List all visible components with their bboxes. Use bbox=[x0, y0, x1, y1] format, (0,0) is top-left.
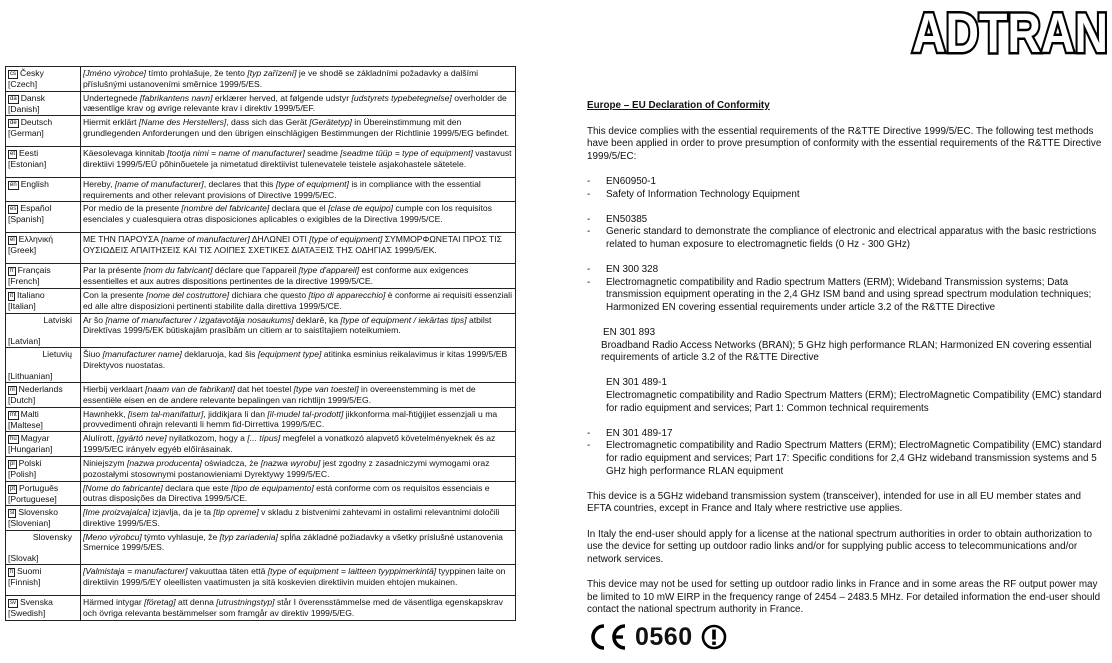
declaration-row bbox=[6, 67, 516, 92]
declaration-fragment: izjavlja, da je ta bbox=[149, 507, 214, 518]
language-label: Français bbox=[17, 265, 51, 276]
language-label: Svenska bbox=[20, 597, 53, 608]
language-label: English bbox=[20, 179, 49, 190]
declaration-row bbox=[6, 91, 516, 116]
declaration-fragment: dat het toestel bbox=[234, 384, 294, 395]
declaration-text bbox=[81, 116, 516, 147]
declaration-fragment: deklaruoja, kad šis bbox=[181, 349, 258, 360]
declaration-row bbox=[6, 530, 516, 565]
language-region: [Slovenian] bbox=[8, 518, 51, 529]
language-code-badge: hu bbox=[10, 436, 17, 443]
declaration-fragment: cumple con los requisitos esenciales y cualesquiera otras disposiciones aplicables o exigibles de la Directiva 1999/5/CE. bbox=[83, 203, 492, 224]
intended-use-paragraph: This device is a 5GHz wideband transmission system (transceiver), intended for use in all EU member states and EFTA countries, except in France and Italy where restrictive use applies. bbox=[587, 490, 1081, 515]
language-region: [Finnish] bbox=[8, 577, 41, 588]
placeholder-text: [tipo di apparecchio] bbox=[308, 289, 386, 300]
language-cell bbox=[6, 348, 81, 383]
language-region: [Slovak] bbox=[8, 552, 39, 563]
declaration-fragment: Hawnhekk, bbox=[83, 408, 128, 419]
declaration-fragment: declara que el bbox=[269, 203, 329, 214]
language-cell bbox=[6, 432, 81, 457]
declaration-fragment: Hereby, bbox=[83, 179, 115, 190]
declaration-text bbox=[81, 383, 516, 408]
language-label: Português bbox=[19, 482, 59, 493]
logo-text: ADTRAN bbox=[912, 1, 1108, 58]
placeholder-text: [il-mudel tal-prodott] bbox=[267, 408, 344, 419]
declaration-fragment: vakuuttaa täten että bbox=[187, 566, 268, 577]
declaration-fragment: in overeenstemming is met de essentiële eisen en de andere relevante bepalingen van richtlijn 1999/5/EG. bbox=[83, 384, 476, 405]
language-name bbox=[8, 290, 45, 300]
declaration-text bbox=[81, 313, 516, 348]
declaration-fragment: oświadcza, że bbox=[201, 457, 261, 468]
language-label: Malti bbox=[20, 408, 39, 419]
declaration-row bbox=[6, 456, 516, 481]
placeholder-text: [tipo de equipamento] bbox=[231, 482, 314, 493]
standard-description: Safety of Information Technology Equipment bbox=[606, 188, 800, 200]
language-name bbox=[8, 597, 53, 607]
placeholder-text: [nome del costruttore] bbox=[146, 289, 230, 300]
language-label: Suomi bbox=[17, 566, 42, 577]
language-region: [German] bbox=[8, 128, 44, 139]
declaration-row bbox=[6, 506, 516, 531]
placeholder-text: [type d'appareil] bbox=[298, 265, 360, 276]
declaration-fragment: atbilst Direktīvas 1999/5/EK būtiskajām prasībām un citiem ar to saistītajiem noteikumiem. bbox=[83, 314, 492, 336]
declaration-fragment: Hierbij verklaart bbox=[83, 384, 146, 395]
language-cell bbox=[6, 407, 81, 432]
declaration-text bbox=[81, 456, 516, 481]
declaration-text bbox=[81, 233, 516, 264]
standards-list bbox=[587, 176, 1107, 491]
declaration-row bbox=[6, 432, 516, 457]
placeholder-text: [gyártó neve] bbox=[116, 433, 167, 444]
declaration-fragment: Alulírott, bbox=[83, 433, 117, 444]
language-cell bbox=[6, 383, 81, 408]
language-region: [French] bbox=[8, 276, 40, 287]
standard-item: - Electromagnetic compatibility and Radio Spectrum Matters (ERM); ElectroMagnetic Compatibility (EMC) standard for radio equipment and services; Part 17: Specific conditions for 2,4 GHz wideband transmission systems and 5 GHz high performance RLAN equipment bbox=[587, 440, 1107, 478]
language-code-badge: nl bbox=[10, 387, 15, 394]
placeholder-text: [utrustningstyp] bbox=[216, 597, 275, 608]
language-region: [Czech] bbox=[8, 79, 38, 89]
language-cell bbox=[6, 116, 81, 147]
placeholder-text: [Meno výrobcu] bbox=[83, 531, 142, 542]
language-code-badge: fi bbox=[10, 569, 13, 576]
declaration-fragment: v skladu z bistvenimi zahtevami in ostalimi relevantnimi določili direktive 1999/5/ES. bbox=[83, 507, 500, 528]
language-region: [Polish] bbox=[8, 468, 37, 479]
standard-description: Electromagnetic compatibility and Radio spectrum Matters (ERM); Wideband Transmission systems; Data transmission equipment operating in the 2,4 GHz ISM band and using spread spectrum modulation techniques; Harmonized EN covering essential requirements under article 3.2 of the R&TTE Directive bbox=[606, 276, 1092, 313]
declaration-text bbox=[81, 565, 516, 596]
declaration-fragment: Hiermit erklärt bbox=[83, 117, 139, 128]
italy-paragraph: In Italy the end-user should apply for a license at the national spectrum authorities in order to obtain authorization to use the device for setting up outdoor radio links and/or for supplying public access to telecommunications and/or network services. bbox=[587, 528, 1093, 565]
language-code-badge: de bbox=[10, 120, 17, 127]
standard-description: Broadband Radio Access Networks (BRAN); 5 GHz high performance RLAN; Harmonized EN covering essential requirements of article 3.2 of the R&TTE Directive bbox=[601, 339, 1092, 364]
language-label: Italiano bbox=[17, 289, 45, 300]
language-region: [Danish] bbox=[8, 103, 40, 114]
declaration-fragment: nyilatkozom, hogy a bbox=[166, 433, 248, 444]
declaration-text bbox=[81, 67, 516, 92]
language-name bbox=[8, 148, 38, 158]
language-region: [Maltese] bbox=[8, 419, 43, 430]
standard-item: - Electromagnetic compatibility and Radio spectrum Matters (ERM); Wideband Transmission systems; Data transmission equipment operating in the 2,4 GHz ISM band and using spread spectrum modulation techniques; Harmonized EN covering essential requirements under article 3.2 of the R&TTE Directive bbox=[587, 277, 1107, 315]
declaration-text bbox=[81, 407, 516, 432]
placeholder-text: [tootja nimi = name of manufacturer] bbox=[167, 148, 305, 159]
language-name bbox=[8, 117, 52, 127]
language-code-badge: es bbox=[10, 206, 17, 213]
language-label: Polski bbox=[18, 457, 42, 468]
language-region: [Spanish] bbox=[8, 214, 44, 225]
placeholder-text: [Ime proizvajalca] bbox=[83, 507, 150, 518]
declaration-row bbox=[6, 481, 516, 506]
language-label: Lietuvių bbox=[42, 349, 72, 360]
language-label: Slovensky bbox=[32, 531, 72, 542]
placeholder-text: [Jméno výrobce] bbox=[83, 68, 147, 78]
declaration-fragment: Con la presente bbox=[83, 289, 147, 300]
declaration-fragment: ΔΗΛΩΝΕΙ ΟΤΙ bbox=[249, 234, 310, 245]
declaration-fragment: overholder de væsentlige krav og øvrige relevante krav i direktiv 1999/5/EF. bbox=[83, 92, 507, 114]
language-region: [Lithuanian] bbox=[8, 370, 53, 381]
declaration-text bbox=[81, 147, 516, 178]
declaration-text bbox=[81, 432, 516, 457]
language-label: Slovensko bbox=[18, 507, 58, 518]
language-name bbox=[8, 458, 42, 468]
declaration-fragment: ΣΥΜΜΟΡΦΩΝΕΤΑΙ ΠΡΟΣ ΤΙΣ ΟΥΣΙΩΔΕΙΣ ΑΠΑΙΤΗΣΕΙΣ ΚΑΙ ΤΙΣ ΛΟΙΠΕΣ ΣΧΕΤΙΚΕΣ ΔΙΑΤΑΞΕΙΣ ΤΗΣ ΟΔΗΓΙΑΣ 1999/5/ΕΚ. bbox=[83, 234, 502, 255]
section-title: Europe – EU Declaration of Conformity bbox=[587, 100, 770, 111]
declaration-fragment: Šiuo bbox=[83, 349, 103, 360]
standard-item: - Safety of Information Technology Equipment bbox=[587, 189, 1107, 202]
placeholder-text: [type of equipment] bbox=[309, 234, 383, 245]
language-cell bbox=[6, 481, 81, 506]
placeholder-text: [Name des Herstellers] bbox=[138, 117, 227, 128]
placeholder-text: [Gerätetyp] bbox=[309, 117, 352, 128]
declaration-text bbox=[81, 348, 516, 383]
declaration-text bbox=[81, 202, 516, 233]
language-region: [Hungarian] bbox=[8, 444, 53, 455]
placeholder-text: [typ zařízení] bbox=[247, 68, 297, 78]
language-cell bbox=[6, 596, 81, 621]
intro-paragraph: This device complies with the essential requirements of the R&TTE Directive 1999/5/EC. The following test methods have been applied in order to prove presumption of conformity with the essential requirements of the R&TTE Directive 1999/5/EC: bbox=[587, 125, 1102, 162]
france-paragraph: This device may not be used for setting up outdoor radio links in France and in some areas the RF output power may be limited to 10 mW EIRP in the frequency range of 2454 – 2483.5 MHz. For detailed information the end-user should contact the national spectrum authority in France. bbox=[587, 578, 1101, 616]
standard-item: - EN 300 328 bbox=[587, 264, 1107, 277]
placeholder-text: [name of manufacturer / izgatavotāja nosaukums] bbox=[105, 314, 294, 325]
language-code-badge: en bbox=[10, 182, 17, 189]
declaration-fragment: , jiddikjara li dan bbox=[203, 408, 268, 419]
declaration-fragment: is in compliance with the essential requirements and other relevant provisions of Directive 1999/5/EC. bbox=[83, 179, 481, 200]
declaration-fragment: Por medio de la presente bbox=[83, 203, 182, 214]
language-region: [Swedish] bbox=[8, 608, 46, 619]
declaration-fragment: seadme bbox=[304, 148, 341, 159]
declaration-row bbox=[6, 313, 516, 348]
language-label: Nederlands bbox=[18, 384, 63, 395]
placeholder-text: [företag] bbox=[144, 597, 176, 608]
declaration-text bbox=[81, 530, 516, 565]
declaration-fragment: deklarē, ka bbox=[293, 314, 341, 325]
declaration-fragment: je ve shodě se základními požadavky a dalšími příslušnými ustanoveními směrnice 1999/5/ES. bbox=[83, 68, 479, 89]
declaration-fragment: dichiara che questo bbox=[229, 289, 309, 300]
declaration-fragment: Härmed intygar bbox=[83, 597, 145, 608]
placeholder-text: [Valmistaja = manufacturer] bbox=[83, 566, 188, 577]
declaration-row bbox=[6, 178, 516, 202]
language-code-badge: cs bbox=[10, 71, 16, 77]
declaration-row bbox=[6, 565, 516, 596]
language-label: Magyar bbox=[20, 433, 50, 444]
language-cell bbox=[6, 91, 81, 116]
declaration-row bbox=[6, 348, 516, 383]
declaration-fragment: megfelel a vonatkozó alapvető követelményeknek és az 1999/5/EC irányelv egyéb előírásainak. bbox=[83, 433, 496, 454]
placeholder-text: [equipment type] bbox=[257, 349, 322, 360]
declaration-fragment: vastavust direktiivi 1999/5/EÜ põhinõuetele ja nimetatud direktiivist tulenevatele teistele asjakohastele sätetele. bbox=[83, 148, 512, 169]
standard-description: Electromagnetic compatibility and Radio Spectrum Matters (ERM); ElectroMagnetic Compatibility (EMC) standard for radio equipment and services; Part 17: Specific conditions for 2,4 GHz wideband transmission systems and 5 GHz high performance RLAN equipment bbox=[606, 440, 1102, 477]
declaration-fragment: atitinka esminius reikalavimus ir kitas 1999/5/EB Direktyvos nuostatas. bbox=[83, 349, 508, 370]
declaration-fragment: , declares that this bbox=[203, 179, 276, 190]
standard-code: EN50385 bbox=[606, 213, 648, 225]
language-cell bbox=[6, 288, 81, 313]
declaration-fragment: att denna bbox=[175, 597, 217, 608]
placeholder-text: [manufacturer name] bbox=[102, 349, 182, 360]
language-cell bbox=[6, 178, 81, 202]
language-region: [Italian] bbox=[8, 300, 36, 311]
language-label: Deutsch bbox=[20, 117, 53, 128]
declaration-text bbox=[81, 481, 516, 506]
declaration-fragment: Ar šo bbox=[83, 314, 106, 325]
declaration-row bbox=[6, 147, 516, 178]
language-cell bbox=[6, 506, 81, 531]
standard-code: EN 301 489-1 bbox=[606, 377, 667, 389]
declaration-row bbox=[6, 264, 516, 289]
language-cell bbox=[6, 202, 81, 233]
declaration-fragment: jest zgodny z zasadniczymi wymogami oraz pozostałymi stosownymi postanowieniami Dyrektywy 1999/5/EC. bbox=[83, 457, 490, 479]
declaration-text bbox=[81, 288, 516, 313]
declaration-fragment: Niniejszym bbox=[83, 457, 127, 468]
declaration-fragment: står I överensstämmelse med de väsentliga egenskapskrav och övriga relevanta bestämmelser som framgår av direktiv 1999/5/EG. bbox=[83, 597, 503, 619]
language-label: Español bbox=[20, 203, 52, 214]
language-name bbox=[8, 532, 78, 543]
declaration-row bbox=[6, 596, 516, 621]
placeholder-text: [Nome do fabricante] bbox=[83, 482, 163, 493]
language-cell bbox=[6, 67, 81, 92]
language-label: Eesti bbox=[19, 148, 39, 159]
placeholder-text: [isem tal-manifattur] bbox=[127, 408, 204, 419]
placeholder-text: [naam van de fabrikant] bbox=[145, 384, 235, 395]
standard-description: Electromagnetic compatibility and Radio Spectrum Matters (ERM); ElectroMagnetic Compatibility (EMC) standard for radio equipment and services; Part 1: Common technical requirements bbox=[606, 390, 1102, 414]
placeholder-text: [name of manufacturer] bbox=[160, 234, 250, 245]
declaration-row bbox=[6, 383, 516, 408]
declaration-fragment: ΜΕ ΤΗΝ ΠΑΡΟΥΣΑ bbox=[83, 234, 161, 245]
language-cell bbox=[6, 565, 81, 596]
declaration-fragment: Käesolevaga kinnitab bbox=[83, 148, 168, 159]
ce-mark-icon bbox=[587, 623, 631, 651]
language-code-badge: da bbox=[10, 95, 17, 102]
placeholder-text: [nazwa wyrobu] bbox=[260, 457, 321, 468]
language-cell bbox=[6, 456, 81, 481]
placeholder-text: [fabrikantens navn] bbox=[139, 92, 213, 103]
standard-code: EN 301 893 bbox=[603, 327, 656, 339]
declaration-fragment: spĺňa základné požiadavky a všetky príslušné ustanovenia Smernice 1999/5/ES. bbox=[83, 531, 503, 553]
standard-code: EN 301 489-17 bbox=[606, 427, 673, 439]
eu-declaration-section bbox=[587, 100, 1107, 651]
placeholder-text: [nom du fabricant] bbox=[143, 265, 213, 276]
declaration-fragment: está conforme com os requisitos essenciais e outras disposições da Directiva 1999/5/CE. bbox=[83, 482, 490, 504]
placeholder-text: [clase de equipo] bbox=[328, 203, 394, 214]
language-region: [Portuguese] bbox=[8, 493, 57, 504]
declaration-fragment: tímto prohlašuje, že tento bbox=[146, 68, 248, 78]
declaration-fragment: déclare que l'appareil bbox=[212, 265, 299, 276]
language-name bbox=[8, 315, 78, 326]
language-region: [Estonian] bbox=[8, 159, 47, 170]
language-name bbox=[8, 203, 51, 213]
placeholder-text: [seadme tüüp = type of equipment] bbox=[340, 148, 473, 159]
declaration-fragment: , dass sich das Gerät bbox=[226, 117, 310, 128]
language-name bbox=[8, 234, 53, 244]
language-region: [Greek] bbox=[8, 245, 37, 256]
standard-item: - EN50385 bbox=[587, 214, 1107, 227]
declaration-fragment: Par la présente bbox=[83, 265, 144, 276]
standard-code: EN60950-1 bbox=[606, 175, 656, 187]
declaration-fragment: tyyppinen laite on direktiivin 1999/5/EY oleellisten vaatimusten ja sitä koskevien direktiivin muiden ehtojen mukainen. bbox=[83, 566, 506, 588]
language-label: Česky bbox=[20, 68, 44, 78]
placeholder-text: [type of equipment] bbox=[275, 179, 349, 190]
declaration-row bbox=[6, 202, 516, 233]
language-code-badge: fr bbox=[10, 268, 14, 275]
language-region: [Dutch] bbox=[8, 395, 36, 406]
declaration-fragment: declara que este bbox=[162, 482, 232, 493]
language-code-badge: sl bbox=[10, 510, 15, 517]
language-cell bbox=[6, 530, 81, 565]
declaration-text bbox=[81, 264, 516, 289]
declaration-table bbox=[5, 66, 516, 621]
language-name bbox=[8, 483, 58, 493]
declaration-row bbox=[6, 116, 516, 147]
notified-body-number: 0560 bbox=[635, 622, 693, 651]
ce-marking bbox=[587, 623, 1107, 651]
declaration-fragment: est conforme aux exigences essentielles et aux autres dispositions pertinentes de la directive 1999/5/CE. bbox=[83, 265, 469, 286]
language-code-badge: it bbox=[10, 292, 13, 299]
declaration-row bbox=[6, 233, 516, 264]
language-label: Dansk bbox=[20, 92, 46, 103]
placeholder-text: [type van toestel] bbox=[293, 384, 359, 395]
placeholder-text: [type of equipment / iekārtas tips] bbox=[340, 314, 467, 325]
standard-item: - EN 301 489-17 bbox=[587, 428, 1107, 441]
adtran-logo bbox=[910, 0, 1110, 58]
standard-item: - EN60950-1 bbox=[587, 176, 1107, 189]
language-region: [Latvian] bbox=[8, 335, 41, 346]
language-cell bbox=[6, 233, 81, 264]
placeholder-text: [tip opreme] bbox=[213, 507, 259, 518]
declaration-fragment: jikkonforma mal-ħtiġijiet essenzjali u ma provvedimenti oħrajn relevanti li hemm fid-Dirrettiva 1999/5/EC. bbox=[83, 408, 498, 430]
language-name bbox=[8, 349, 78, 360]
standard-code: EN 300 328 bbox=[606, 264, 659, 276]
language-name bbox=[8, 507, 58, 517]
placeholder-text: [nazwa producenta] bbox=[126, 457, 202, 468]
declaration-fragment: è conforme ai requisiti essenziali ed alle altre disposizioni pertinenti stabilite dalla direttiva 1999/5/CE. bbox=[83, 289, 512, 311]
declaration-fragment: erklærer herved, at følgende udstyr bbox=[212, 92, 352, 103]
language-name bbox=[8, 566, 41, 576]
language-label: Ελληνική bbox=[18, 234, 54, 245]
language-code-badge: el bbox=[10, 237, 15, 244]
standard-description: Generic standard to demonstrate the compliance of electronic and electrical apparatus with the basic restrictions related to human exposure to electromagnetic fields (0 Hz - 300 GHz) bbox=[606, 226, 1097, 250]
standard-item: - Generic standard to demonstrate the compliance of electronic and electrical apparatus with the basic restrictions related to human exposure to electromagnetic fields (0 Hz - 300 GHz) bbox=[587, 226, 1107, 251]
alert-icon bbox=[701, 624, 727, 650]
language-name bbox=[8, 68, 44, 78]
declaration-text bbox=[81, 178, 516, 202]
declaration-row bbox=[6, 288, 516, 313]
placeholder-text: [name of manufacturer] bbox=[114, 179, 204, 190]
language-code-badge: mt bbox=[10, 411, 17, 418]
language-name bbox=[8, 179, 49, 189]
language-name bbox=[8, 433, 49, 443]
declaration-row bbox=[6, 407, 516, 432]
placeholder-text: [typ zariadenia] bbox=[219, 531, 278, 542]
declaration-text bbox=[81, 506, 516, 531]
language-cell bbox=[6, 147, 81, 178]
language-name bbox=[8, 265, 51, 275]
language-code-badge: sv bbox=[10, 600, 16, 607]
declaration-fragment: týmto vyhlasuje, že bbox=[141, 531, 220, 542]
declaration-fragment: in Übereinstimmung mit den grundlegenden Anforderungen und den übrigen einschlägigen Bestimmungen der Richtlinie 1999/5/EG befindet. bbox=[83, 117, 510, 138]
declaration-text bbox=[81, 91, 516, 116]
language-code-badge: pl bbox=[10, 460, 15, 467]
language-name bbox=[8, 409, 39, 419]
language-code-badge: et bbox=[10, 151, 16, 158]
placeholder-text: [... típus] bbox=[247, 433, 281, 444]
placeholder-text: [type of equipment = laitteen tyyppimerkintä] bbox=[267, 566, 437, 577]
placeholder-text: [udstyrets typebetegnelse] bbox=[351, 92, 452, 103]
declaration-fragment: Undertegnede bbox=[83, 92, 140, 103]
language-code-badge: pt bbox=[10, 485, 16, 492]
language-cell bbox=[6, 264, 81, 289]
language-label: Latviski bbox=[43, 314, 72, 325]
language-name bbox=[8, 384, 63, 394]
placeholder-text: [nombre del fabricante] bbox=[181, 203, 270, 214]
declaration-text bbox=[81, 596, 516, 621]
language-name bbox=[8, 93, 45, 103]
language-cell bbox=[6, 313, 81, 348]
